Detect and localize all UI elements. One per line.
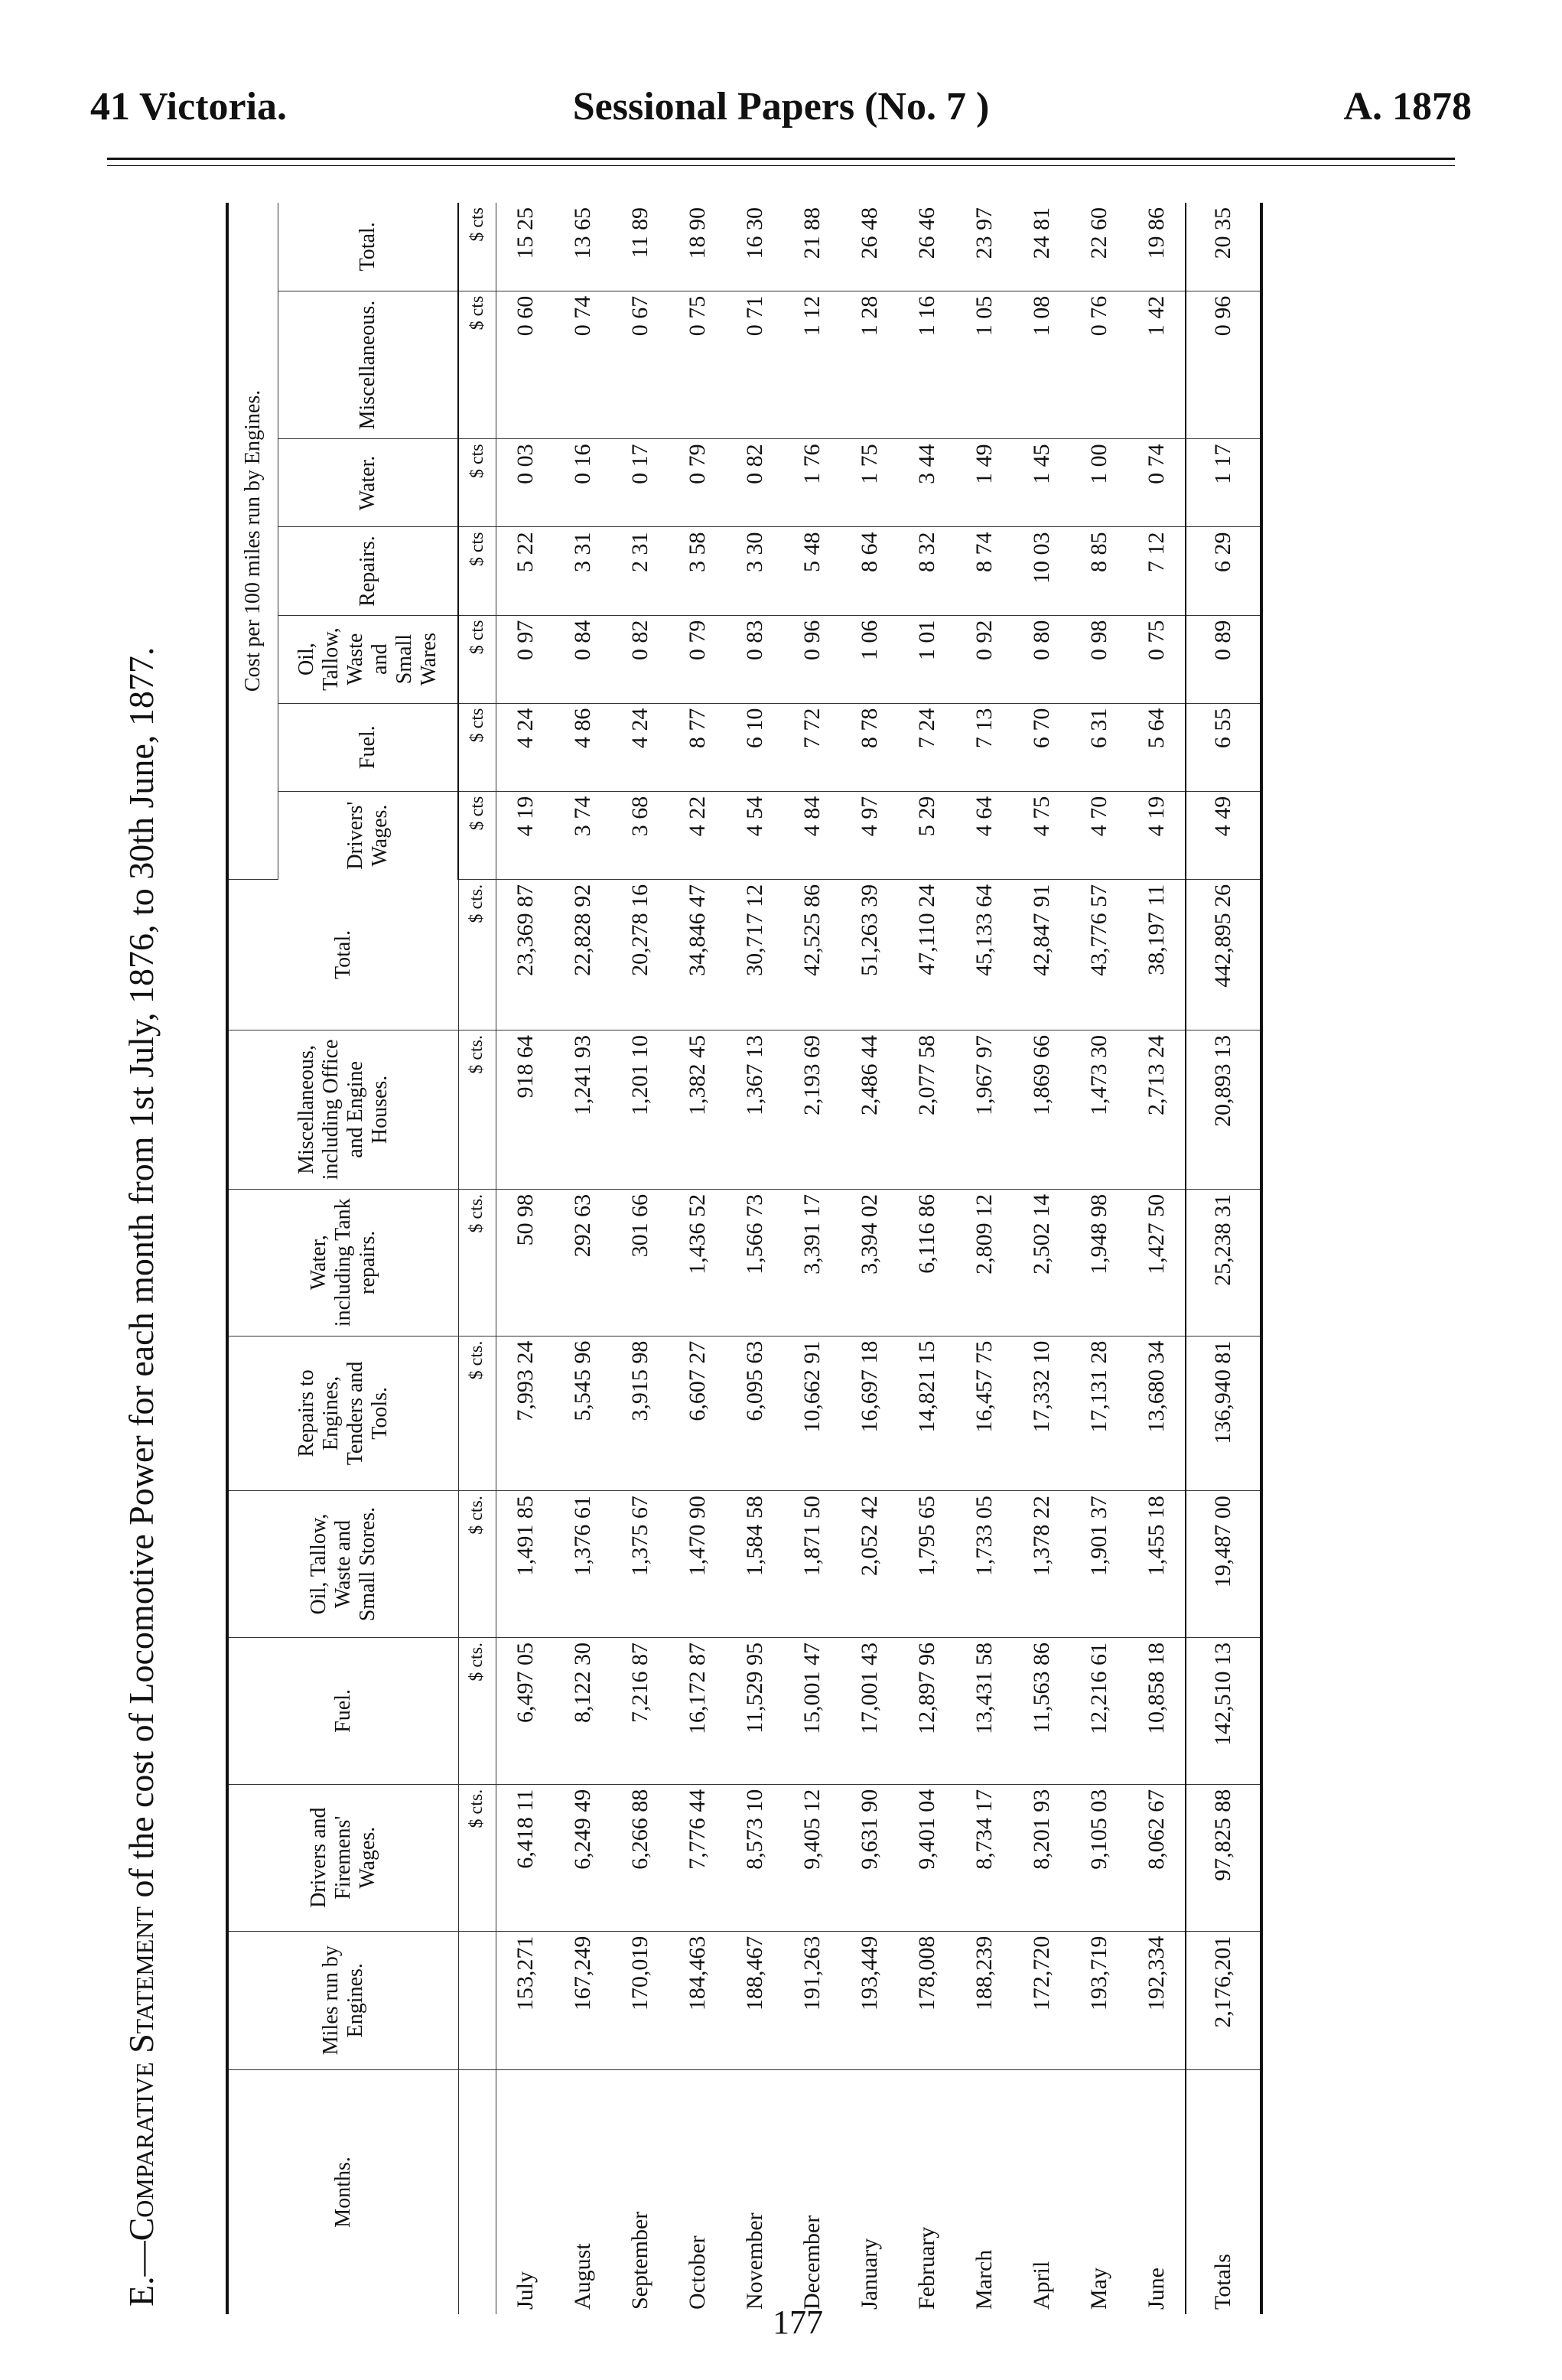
unit-dollar: $ (467, 913, 487, 923)
cell-p-repairs: 8 64 (841, 527, 898, 615)
cell-water: 6,116 86 (898, 1189, 955, 1336)
cell-p-oil: 0 97 (496, 615, 555, 703)
cell-p-total: 20 35 (1186, 203, 1261, 291)
cell-month: January (856, 2238, 882, 2310)
cell-p-water: 3 44 (898, 439, 955, 527)
cell-p-total: 24 81 (1013, 203, 1070, 291)
units-cell: $ cts (458, 615, 496, 703)
cell-p-oil: 0 80 (1013, 615, 1070, 703)
unit-dollar: $ (467, 1525, 487, 1535)
cell-p-water: 1 49 (955, 439, 1013, 527)
cell-fuel: 12,216 61 (1070, 1637, 1128, 1784)
col-p-fuel: Fuel. (278, 703, 459, 791)
table-row (554, 203, 611, 2314)
cell-p-total: 18 90 (669, 203, 726, 291)
cell-month: October (684, 2235, 710, 2310)
cell-p-drivers: 5 29 (898, 791, 955, 879)
cell-p-fuel: 8 77 (669, 703, 726, 791)
page-number: 177 (773, 2303, 823, 2341)
cell-drivers: 9,105 03 (1070, 1784, 1128, 1931)
cell-p-fuel: 5 64 (1128, 703, 1186, 791)
unit-cts: cts. (467, 1193, 487, 1219)
title-smallcaps: Comparative Statement (122, 1906, 161, 2242)
table-row (611, 203, 669, 2314)
cell-oil: 1,491 85 (496, 1491, 555, 1638)
cell-oil: 1,378 22 (1013, 1491, 1070, 1638)
cell-fuel: 142,510 13 (1186, 1637, 1261, 1784)
cell-oil: 1,470 90 (669, 1491, 726, 1638)
units-cell (458, 1189, 496, 1336)
cell-p-oil: 0 84 (554, 615, 611, 703)
units-cell (458, 1637, 496, 1784)
cell-p-total: 21 88 (783, 203, 841, 291)
cell-p-fuel: 4 86 (554, 703, 611, 791)
cell-total: 51,263 39 (841, 879, 898, 1030)
cell-repairs: 10,662 91 (783, 1336, 841, 1490)
cell-p-fuel: 7 13 (955, 703, 1013, 791)
cell-p-drivers: 4 54 (726, 791, 783, 879)
unit-cts: cts. (467, 884, 487, 910)
cell-fuel: 8,122 30 (554, 1637, 611, 1784)
cell-p-drivers: 4 64 (955, 791, 1013, 879)
units-cell: $ cts (458, 703, 496, 791)
col-miles: Miles run by Engines. (227, 1931, 458, 2069)
cell-oil: 1,376 61 (554, 1491, 611, 1638)
table-body (458, 203, 1261, 2314)
col-repairs: Repairs to Engines, Tenders and Tools. (227, 1336, 458, 1490)
cell-fuel: 12,897 96 (898, 1637, 955, 1784)
cell-repairs: 5,545 96 (554, 1336, 611, 1490)
cell-total: 30,717 12 (726, 879, 783, 1030)
header-session: 41 Victoria. (90, 85, 288, 129)
cell-p-repairs: 5 22 (496, 527, 555, 615)
cell-water: 25,238 31 (1186, 1189, 1261, 1336)
cell-fuel: 13,431 58 (955, 1637, 1013, 1784)
col-p-misc: Miscellaneous. (278, 291, 459, 439)
cell-total: 34,846 47 (669, 879, 726, 1030)
cell-water: 1,427 50 (1128, 1189, 1186, 1336)
col-p-water: Water. (278, 439, 459, 527)
cell-p-total: 11 89 (611, 203, 669, 291)
cell-p-misc: 0 71 (726, 291, 783, 439)
cell-p-oil: 0 96 (783, 615, 841, 703)
units-cell (458, 879, 496, 1030)
cell-p-fuel: 4 24 (496, 703, 555, 791)
cell-oil: 1,795 65 (898, 1491, 955, 1638)
cell-p-drivers: 4 49 (1186, 791, 1261, 879)
cell-month: August (569, 2243, 595, 2310)
unit-cts: cts. (467, 1789, 487, 1815)
title-prefix: E.— (122, 2241, 161, 2307)
cell-p-misc: 1 42 (1128, 291, 1186, 439)
col-total: Total. (227, 879, 458, 1030)
col-p-oil: Oil, Tallow, Waste and Small Wares (278, 615, 459, 703)
cell-repairs: 16,457 75 (955, 1336, 1013, 1490)
cell-p-total: 22 60 (1070, 203, 1128, 291)
cell-month: Totals (1186, 2069, 1261, 2314)
cell-total: 45,133 64 (955, 879, 1013, 1030)
table-row (1128, 203, 1186, 2314)
cell-miles: 184,463 (669, 1931, 726, 2069)
cell-p-drivers: 4 19 (1128, 791, 1186, 879)
cell-p-water: 0 17 (611, 439, 669, 527)
cell-p-misc: 0 67 (611, 291, 669, 439)
cell-total: 47,110 24 (898, 879, 955, 1030)
cell-repairs: 14,821 15 (898, 1336, 955, 1490)
cell-fuel: 10,858 18 (1128, 1637, 1186, 1784)
cell-fuel: 7,216 87 (611, 1637, 669, 1784)
table-row (955, 203, 1013, 2314)
cell-miles: 153,271 (496, 1931, 555, 2069)
cell-misc: 2,713 24 (1128, 1030, 1186, 1190)
cell-fuel: 11,529 95 (726, 1637, 783, 1784)
cell-p-repairs: 8 74 (955, 527, 1013, 615)
units-cell: $ cts (458, 791, 496, 879)
cell-drivers: 6,249 49 (554, 1784, 611, 1931)
cell-p-total: 16 30 (726, 203, 783, 291)
cell-oil: 1,455 18 (1128, 1491, 1186, 1638)
cell-month: May (1085, 2268, 1111, 2310)
cell-oil: 19,487 00 (1186, 1491, 1261, 1638)
cell-p-misc: 0 74 (554, 291, 611, 439)
cell-total: 42,847 91 (1013, 879, 1070, 1030)
units-row (458, 203, 496, 2314)
cell-month: July (512, 2271, 538, 2310)
cell-total: 22,828 92 (554, 879, 611, 1030)
cell-p-oil: 0 98 (1070, 615, 1128, 703)
cell-p-misc: 0 76 (1070, 291, 1128, 439)
cell-drivers: 6,266 88 (611, 1784, 669, 1931)
cell-p-misc: 0 96 (1186, 291, 1261, 439)
cell-drivers: 8,062 67 (1128, 1784, 1186, 1931)
cell-drivers: 8,573 10 (726, 1784, 783, 1931)
cell-repairs: 6,607 27 (669, 1336, 726, 1490)
cell-misc: 2,077 58 (898, 1030, 955, 1190)
cell-p-oil: 0 79 (669, 615, 726, 703)
cell-water: 1,948 98 (1070, 1189, 1128, 1336)
units-cell: $ cts (458, 291, 496, 439)
cell-misc: 2,486 44 (841, 1030, 898, 1190)
cell-p-repairs: 2 31 (611, 527, 669, 615)
cell-p-oil: 0 89 (1186, 615, 1261, 703)
cell-p-total: 13 65 (554, 203, 611, 291)
units-cell (458, 1784, 496, 1931)
cell-total: 43,776 57 (1070, 879, 1128, 1030)
cell-p-drivers: 4 84 (783, 791, 841, 879)
cell-repairs: 7,993 24 (496, 1336, 555, 1490)
cell-miles: 191,263 (783, 1931, 841, 2069)
cell-drivers: 8,201 93 (1013, 1784, 1070, 1931)
cell-p-drivers: 4 19 (496, 791, 555, 879)
cell-repairs: 16,697 18 (841, 1336, 898, 1490)
units-cell (458, 1336, 496, 1490)
cell-p-water: 0 82 (726, 439, 783, 527)
cell-month: September (626, 2211, 652, 2310)
table-row (1070, 203, 1128, 2314)
unit-dollar: $ (467, 1818, 487, 1828)
cell-water: 2,502 14 (1013, 1189, 1070, 1336)
cell-p-repairs: 10 03 (1013, 527, 1070, 615)
col-drivers-wages: Drivers and Firemens' Wages. (227, 1784, 458, 1931)
table-title (119, 241, 164, 2307)
cell-month: December (799, 2215, 825, 2310)
header-year: A. 1878 (1343, 85, 1472, 129)
table-row (1013, 203, 1070, 2314)
cell-misc: 1,967 97 (955, 1030, 1013, 1190)
table-row (783, 203, 841, 2314)
cell-water: 2,809 12 (955, 1189, 1013, 1336)
table-row (726, 203, 783, 2314)
cell-p-misc: 1 12 (783, 291, 841, 439)
cell-miles: 178,008 (898, 1931, 955, 2069)
cell-p-total: 26 46 (898, 203, 955, 291)
cell-p-total: 26 48 (841, 203, 898, 291)
cell-drivers: 97,825 88 (1186, 1784, 1261, 1931)
cell-p-total: 19 86 (1128, 203, 1186, 291)
cell-drivers: 9,631 90 (841, 1784, 898, 1931)
cell-p-fuel: 6 31 (1070, 703, 1128, 791)
cell-misc: 20,893 13 (1186, 1030, 1261, 1190)
cell-p-misc: 1 05 (955, 291, 1013, 439)
cell-repairs: 136,940 81 (1186, 1336, 1261, 1490)
unit-cts: cts. (467, 1340, 487, 1366)
cell-p-water: 1 76 (783, 439, 841, 527)
totals-row (1186, 203, 1261, 2314)
cell-drivers: 6,418 11 (496, 1784, 555, 1931)
cell-p-water: 0 74 (1128, 439, 1186, 527)
unit-dollar: $ (467, 1672, 487, 1682)
cell-p-fuel: 6 55 (1186, 703, 1261, 791)
cell-p-water: 0 79 (669, 439, 726, 527)
cell-miles: 167,249 (554, 1931, 611, 2069)
cell-drivers: 7,776 44 (669, 1784, 726, 1931)
cell-misc: 1,869 66 (1013, 1030, 1070, 1190)
cell-miles: 2,176,201 (1186, 1931, 1261, 2069)
unit-cts: cts. (467, 1496, 487, 1521)
cell-miles: 188,467 (726, 1931, 783, 2069)
cell-misc: 1,241 93 (554, 1030, 611, 1190)
cell-water: 292 63 (554, 1189, 611, 1336)
cell-p-fuel: 6 70 (1013, 703, 1070, 791)
table-row (669, 203, 726, 2314)
cell-p-repairs: 8 32 (898, 527, 955, 615)
units-cell (458, 1030, 496, 1190)
cell-month: March (971, 2249, 997, 2310)
unit-dollar: $ (467, 1370, 487, 1380)
col-water: Water, including Tank repairs. (227, 1189, 458, 1336)
cell-repairs: 13,680 34 (1128, 1336, 1186, 1490)
table-row (496, 203, 555, 2314)
cell-water: 1,436 52 (669, 1189, 726, 1336)
cell-drivers: 9,401 04 (898, 1784, 955, 1931)
cell-total: 38,197 11 (1128, 879, 1186, 1030)
header-title: Sessional Papers (No. 7 ) (572, 85, 990, 129)
locomotive-cost-table (226, 203, 1263, 2314)
col-misc: Miscellaneous, including Office and Engine Houses. (227, 1030, 458, 1190)
cell-miles: 192,334 (1128, 1931, 1186, 2069)
cell-fuel: 11,563 86 (1013, 1637, 1070, 1784)
cell-month: February (913, 2226, 939, 2310)
cell-month: June (1143, 2268, 1169, 2310)
cell-fuel: 17,001 43 (841, 1637, 898, 1784)
table-row (841, 203, 898, 2314)
cell-water: 1,566 73 (726, 1189, 783, 1336)
cell-p-misc: 1 28 (841, 291, 898, 439)
cell-total: 42,525 86 (783, 879, 841, 1030)
unit-dollar: $ (467, 1064, 487, 1074)
cell-fuel: 6,497 05 (496, 1637, 555, 1784)
cell-p-drivers: 4 22 (669, 791, 726, 879)
cell-p-fuel: 7 24 (898, 703, 955, 791)
cell-miles: 172,720 (1013, 1931, 1070, 2069)
cell-p-fuel: 4 24 (611, 703, 669, 791)
cell-repairs: 6,095 63 (726, 1336, 783, 1490)
unit-cts: cts. (467, 1642, 487, 1668)
cell-p-total: 15 25 (496, 203, 555, 291)
col-p-drivers: Drivers' Wages. (278, 791, 459, 879)
cell-p-water: 0 03 (496, 439, 555, 527)
cell-repairs: 17,131 28 (1070, 1336, 1128, 1490)
cell-p-water: 1 17 (1186, 439, 1261, 527)
cell-p-repairs: 6 29 (1186, 527, 1261, 615)
cell-p-fuel: 7 72 (783, 703, 841, 791)
cell-p-repairs: 3 31 (554, 527, 611, 615)
cell-miles: 188,239 (955, 1931, 1013, 2069)
cell-p-misc: 0 60 (496, 291, 555, 439)
cell-p-drivers: 4 97 (841, 791, 898, 879)
cell-oil: 1,901 37 (1070, 1491, 1128, 1638)
cell-p-repairs: 7 12 (1128, 527, 1186, 615)
cell-p-repairs: 8 85 (1070, 527, 1128, 615)
col-p-repairs: Repairs. (278, 527, 459, 615)
cell-total: 442,895 26 (1186, 879, 1261, 1030)
cell-repairs: 3,915 98 (611, 1336, 669, 1490)
cell-p-oil: 0 92 (955, 615, 1013, 703)
cell-misc: 2,193 69 (783, 1030, 841, 1190)
col-oil: Oil, Tallow, Waste and Small Stores. (227, 1491, 458, 1638)
cell-oil: 1,375 67 (611, 1491, 669, 1638)
cell-p-repairs: 5 48 (783, 527, 841, 615)
cell-p-oil: 0 82 (611, 615, 669, 703)
rotated-table-page (111, 157, 1480, 2337)
cell-fuel: 16,172 87 (669, 1637, 726, 1784)
cell-p-oil: 0 83 (726, 615, 783, 703)
cell-water: 3,391 17 (783, 1189, 841, 1336)
cell-drivers: 8,734 17 (955, 1784, 1013, 1931)
cell-water: 50 98 (496, 1189, 555, 1336)
cell-miles: 193,449 (841, 1931, 898, 2069)
cell-p-oil: 1 06 (841, 615, 898, 703)
cell-oil: 1,871 50 (783, 1491, 841, 1638)
table-row (898, 203, 955, 2314)
cell-p-misc: 1 08 (1013, 291, 1070, 439)
cell-p-drivers: 4 75 (1013, 791, 1070, 879)
cell-oil: 1,733 05 (955, 1491, 1013, 1638)
cell-misc: 1,367 13 (726, 1030, 783, 1190)
units-cell: $ cts (458, 527, 496, 615)
units-cell: $ cts (458, 203, 496, 291)
col-p-total: Total. (278, 203, 459, 291)
title-rest: of the cost of Locomotive Power for each month from 1st July, 1876, to 30th June, 1877. (122, 646, 161, 1907)
cell-oil: 2,052 42 (841, 1491, 898, 1638)
cell-p-drivers: 4 70 (1070, 791, 1128, 879)
cell-p-misc: 0 75 (669, 291, 726, 439)
cell-p-repairs: 3 58 (669, 527, 726, 615)
cell-p-oil: 1 01 (898, 615, 955, 703)
cell-misc: 1,473 30 (1070, 1030, 1128, 1190)
cell-p-misc: 1 16 (898, 291, 955, 439)
cell-repairs: 17,332 10 (1013, 1336, 1070, 1490)
units-cell: $ cts (458, 439, 496, 527)
cell-p-total: 23 97 (955, 203, 1013, 291)
cell-p-water: 1 75 (841, 439, 898, 527)
cell-miles: 193,719 (1070, 1931, 1128, 2069)
cell-oil: 1,584 58 (726, 1491, 783, 1638)
cell-p-water: 0 16 (554, 439, 611, 527)
unit-dollar: $ (467, 1223, 487, 1233)
cell-water: 301 66 (611, 1189, 669, 1336)
units-cell (458, 1491, 496, 1638)
cell-p-fuel: 8 78 (841, 703, 898, 791)
cell-p-repairs: 3 30 (726, 527, 783, 615)
units-cell (458, 2069, 496, 2314)
cell-misc: 918 64 (496, 1030, 555, 1190)
cell-total: 20,278 16 (611, 879, 669, 1030)
unit-cts: cts. (467, 1035, 487, 1060)
cell-miles: 170,019 (611, 1931, 669, 2069)
cell-drivers: 9,405 12 (783, 1784, 841, 1931)
cell-p-drivers: 3 68 (611, 791, 669, 879)
cell-month: November (741, 2212, 767, 2310)
col-months: Months. (227, 2069, 458, 2314)
cell-p-water: 1 00 (1070, 439, 1128, 527)
cell-p-fuel: 6 10 (726, 703, 783, 791)
cell-water: 3,394 02 (841, 1189, 898, 1336)
cell-p-water: 1 45 (1013, 439, 1070, 527)
cell-fuel: 15,001 47 (783, 1637, 841, 1784)
cell-total: 23,369 87 (496, 879, 555, 1030)
col-fuel: Fuel. (227, 1637, 458, 1784)
cell-p-drivers: 3 74 (554, 791, 611, 879)
cell-month: April (1028, 2261, 1054, 2310)
units-cell (458, 1931, 496, 2069)
cell-p-oil: 0 75 (1128, 615, 1186, 703)
cell-misc: 1,201 10 (611, 1030, 669, 1190)
cell-misc: 1,382 45 (669, 1030, 726, 1190)
col-group-per100: Cost per 100 miles run by Engines. (227, 203, 278, 879)
